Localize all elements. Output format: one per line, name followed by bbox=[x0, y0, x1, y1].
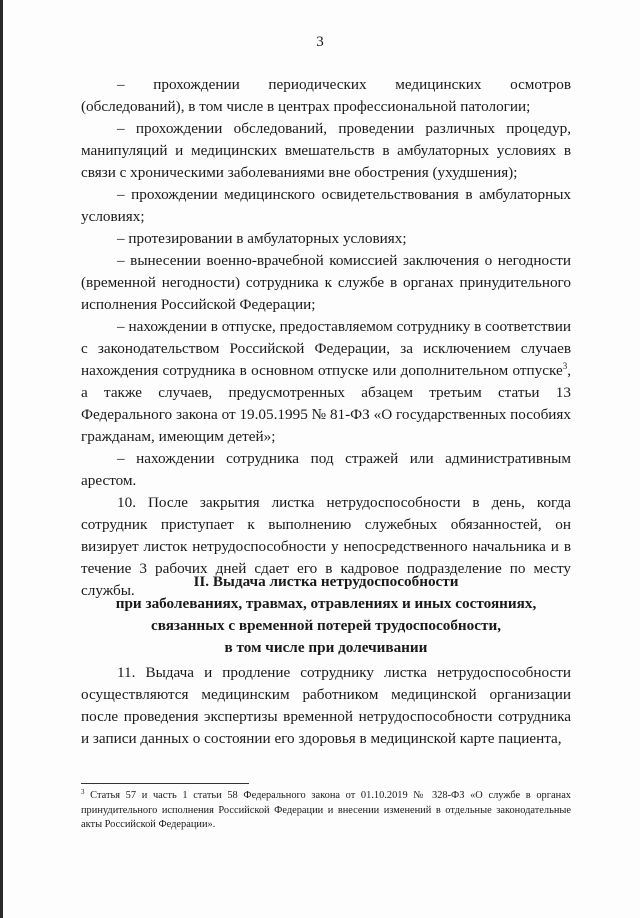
paragraph-procedures: – прохождении обследований, проведении различных процедур, манипуляций и медицинских вмешательств в амбулаторных условиях в связи с хроническими заболеваниями вне обострения (ухудшения); bbox=[81, 120, 571, 181]
footnote-text: Статья 57 и часть 1 статьи 58 Федерального закона от 01.10.2019 № 328-ФЗ «О службе в органах принудительного исполнения Российской Федерации и внесении изменений в отдельные законодательные акты Российской Федерации». bbox=[81, 790, 571, 830]
paragraph-vacation bbox=[81, 316, 571, 448]
paragraph-military-commission: – вынесении военно-врачебной комиссией заключения о негодности (временной негодности) сотрудника к службе в органах принудительного исполнения Российской Федерации; bbox=[81, 252, 571, 313]
footnote-marker: 3 bbox=[81, 788, 85, 796]
footnote bbox=[81, 789, 571, 833]
section-heading-line-4: в том числе при долечивании bbox=[224, 639, 428, 656]
footnote-divider bbox=[81, 783, 249, 784]
paragraph-vacation-tail: , а также случаев, предусмотренных абзацем третьим статьи 13 Федерального закона от 19.05.1995 № 81-ФЗ «О государственных пособиях гражданам, имеющим детей»; bbox=[81, 362, 571, 445]
paragraph-prosthetics: – протезировании в амбулаторных условиях; bbox=[117, 230, 407, 247]
body-text-lower bbox=[81, 662, 571, 750]
paragraph-vacation-main: – нахождении в отпуске, предоставляемом сотруднику в соответствии с законодательством Российской Федерации, за исключением случаев нахождения сотрудника в основном отпуске или дополнительном отпуске bbox=[81, 318, 571, 379]
paragraph-medical-examination: – прохождении медицинского освидетельствования в амбулаторных условиях; bbox=[81, 186, 571, 225]
paragraph-11: 11. Выдача и продление сотруднику листка нетрудоспособности осуществляются медицинским работником медицинской организации после проведения экспертизы временной нетрудоспособности сотрудника и записи данных о состоянии его здоровья в медицинской карте пациента, bbox=[81, 664, 571, 747]
paragraph-custody: – нахождении сотрудника под стражей или административным арестом. bbox=[81, 450, 571, 489]
page-number: 3 bbox=[316, 34, 324, 50]
section-heading-line-3: связанных с временной потерей трудоспособности, bbox=[150, 617, 502, 634]
paragraph-periodic-exams: – прохождении периодических медицинских осмотров (обследований), в том числе в центрах профессиональной патологии; bbox=[81, 76, 571, 115]
footnote-reference: 3 bbox=[562, 361, 568, 371]
section-heading-line-1: II. Выдача листка нетрудоспособности bbox=[193, 573, 459, 590]
section-heading-line-2: при заболеваниях, травмах, отравлениях и иных состояниях, bbox=[115, 595, 537, 612]
section-heading bbox=[81, 571, 571, 659]
paragraph-10: 10. После закрытия листка нетрудоспособности в день, когда сотрудник приступает к выполнению служебных обязанностей, он визирует листок нетрудоспособности у непосредственного начальника и в течение 3 рабочих дней сдает его в кадровое подразделение по месту службы. bbox=[81, 494, 571, 599]
body-text-upper bbox=[81, 74, 571, 602]
